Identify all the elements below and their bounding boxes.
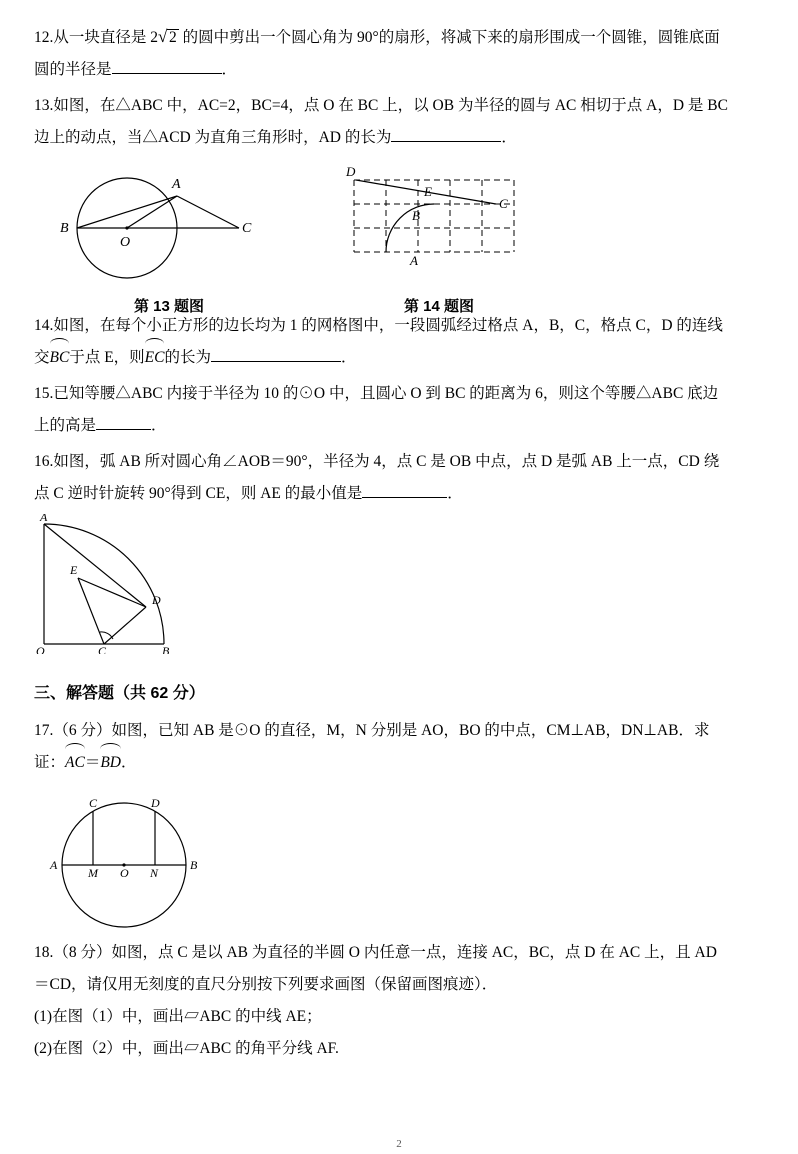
figure-14 — [324, 160, 554, 316]
figure-13-svg — [54, 160, 284, 290]
question-12 — [34, 22, 764, 86]
svg-text:N: N — [150, 866, 159, 880]
q16-line2-b: ． — [447, 485, 463, 502]
q14-line2-a: 交 — [34, 349, 50, 366]
question-15 — [34, 378, 764, 442]
q12-number: 12. — [34, 29, 54, 46]
question-16 — [34, 446, 764, 510]
q12-text-a: 从一块直径是 2 — [53, 29, 159, 46]
figure-16-svg — [34, 514, 214, 654]
figure-13 — [54, 160, 284, 316]
svg-text:B: B — [60, 221, 69, 236]
q14-line2-c: 的长为 — [164, 349, 211, 366]
q12-line2-a: 圆的半径是 — [34, 61, 112, 78]
q15-line2-a: 上的高是 — [34, 417, 97, 434]
answer-blank[interactable] — [211, 361, 341, 362]
svg-text:A: A — [40, 514, 48, 524]
svg-text:E: E — [70, 563, 78, 577]
q17-line2-a: 证： — [34, 754, 66, 771]
q17-line2-b: ． — [121, 754, 137, 771]
svg-text:B: B — [190, 858, 198, 872]
svg-text:A: A — [50, 858, 58, 872]
q14-line1: 如图，在每个小正方形的边长均为 1 的网格图中，一段圆弧经过格点 A，B，C，格点 C，D 的连线 — [53, 317, 723, 334]
answer-blank[interactable] — [362, 497, 447, 498]
svg-text:O: O — [120, 235, 131, 250]
figure-14-svg — [324, 160, 554, 290]
page-content — [34, 22, 764, 1069]
q16-line2-a: 点 C 逆时针旋转 90°得到 CE，则 AE 的最小值是 — [34, 485, 363, 502]
q16-number: 16. — [34, 453, 54, 470]
q18-number: 18. — [34, 944, 54, 961]
q14-line2-b: 于点 E，则 — [69, 349, 145, 366]
svg-text:C: C — [98, 644, 107, 654]
q18-line4: (2)在图（2）中，画出▱ABC 的角平分线 AF. — [34, 1040, 339, 1057]
svg-text:M: M — [88, 866, 98, 880]
q12-line2-b: ． — [221, 61, 238, 78]
question-13 — [34, 90, 764, 154]
q12-text-b: 的圆中剪出一个圆心角为 90°的扇形，将减下来的扇形围成一个圆锥，圆锥底面 — [178, 29, 720, 46]
sqrt-expression: √ 2 — [158, 22, 179, 54]
q14-line2-d: ． — [341, 349, 357, 366]
arc-ec-label: EC — [145, 342, 165, 374]
svg-text:O: O — [120, 866, 129, 880]
arc-ac-label: AC — [65, 747, 85, 779]
q17-number: 17. — [34, 722, 54, 739]
svg-text:B: B — [162, 644, 170, 654]
q13-line2-a: 边上的动点，当△ACD 为直角三角形时，AD 的长为 — [34, 129, 392, 146]
figure-17-svg — [34, 787, 234, 937]
svg-text:A: A — [172, 177, 181, 192]
arc-bd-label: BD — [100, 747, 121, 779]
q15-number: 15. — [34, 385, 54, 402]
q13-line1: 如图，在△ABC 中，AC=2，BC=4，点 O 在 BC 上，以 OB 为半径的圆与 AC 相切于点 A，D 是 BC — [53, 97, 728, 114]
svg-text:D: D — [346, 164, 356, 179]
q13-line2-b: ． — [501, 129, 517, 146]
figure-17 — [34, 787, 764, 937]
figure-13-caption: 第 13 题图 — [133, 298, 205, 315]
svg-text:O: O — [36, 644, 45, 654]
page-number: 2 — [396, 1138, 402, 1150]
answer-blank[interactable] — [96, 429, 151, 430]
q17-eq: ＝ — [84, 754, 101, 771]
q15-line1: 已知等腰△ABC 内接于半径为 10 的⊙O 中，且圆心 O 到 BC 的距离为 6，则这个等腰△ABC 底边 — [53, 385, 719, 402]
svg-text:C: C — [242, 221, 252, 236]
svg-text:C: C — [89, 796, 98, 810]
figure-14-caption: 第 14 题图 — [403, 298, 475, 315]
svg-text:B: B — [412, 208, 420, 223]
q14-number: 14. — [34, 317, 54, 334]
section-heading: 三、解答题（共 62 分） — [34, 685, 205, 702]
svg-text:A: A — [410, 253, 418, 268]
svg-text:D: D — [151, 796, 160, 810]
question-17 — [34, 715, 764, 779]
question-18 — [34, 937, 764, 1065]
q13-number: 13. — [34, 97, 54, 114]
answer-blank[interactable] — [112, 73, 222, 74]
q16-line1: 如图，弧 AB 所对圆心角∠AOB＝90°，半径为 4，点 C 是 OB 中点，点 D 是弧 AB 上一点，CD 绕 — [53, 453, 720, 470]
arc-bc-label: BC — [50, 342, 70, 374]
q15-line2-b: ． — [151, 417, 167, 434]
q18-score: （8 分） — [53, 944, 112, 961]
question-14 — [34, 310, 764, 374]
svg-text:D: D — [152, 593, 161, 607]
q17-score: （6 分） — [53, 722, 112, 739]
svg-text:C: C — [499, 196, 508, 211]
svg-text:E: E — [424, 184, 432, 199]
q18-line1: 如图，点 C 是以 AB 为直径的半圆 O 内任意一点，连接 AC，BC，点 D 在 AC 上，且 AD — [111, 944, 717, 961]
figures-row-13-14 — [34, 160, 764, 315]
q18-line2: ＝CD，请仅用无刻度的直尺分别按下列要求画图（保留画图痕迹）． — [34, 976, 498, 993]
figure-16 — [34, 514, 764, 654]
answer-blank[interactable] — [391, 141, 501, 142]
q18-line3: (1)在图（1）中，画出▱ABC 的中线 AE； — [34, 1008, 322, 1025]
q17-line1: 如图，已知 AB 是⊙O 的直径，M，N 分别是 AO，BO 的中点，CM⊥AB，DN⊥AB．求 — [111, 722, 710, 739]
